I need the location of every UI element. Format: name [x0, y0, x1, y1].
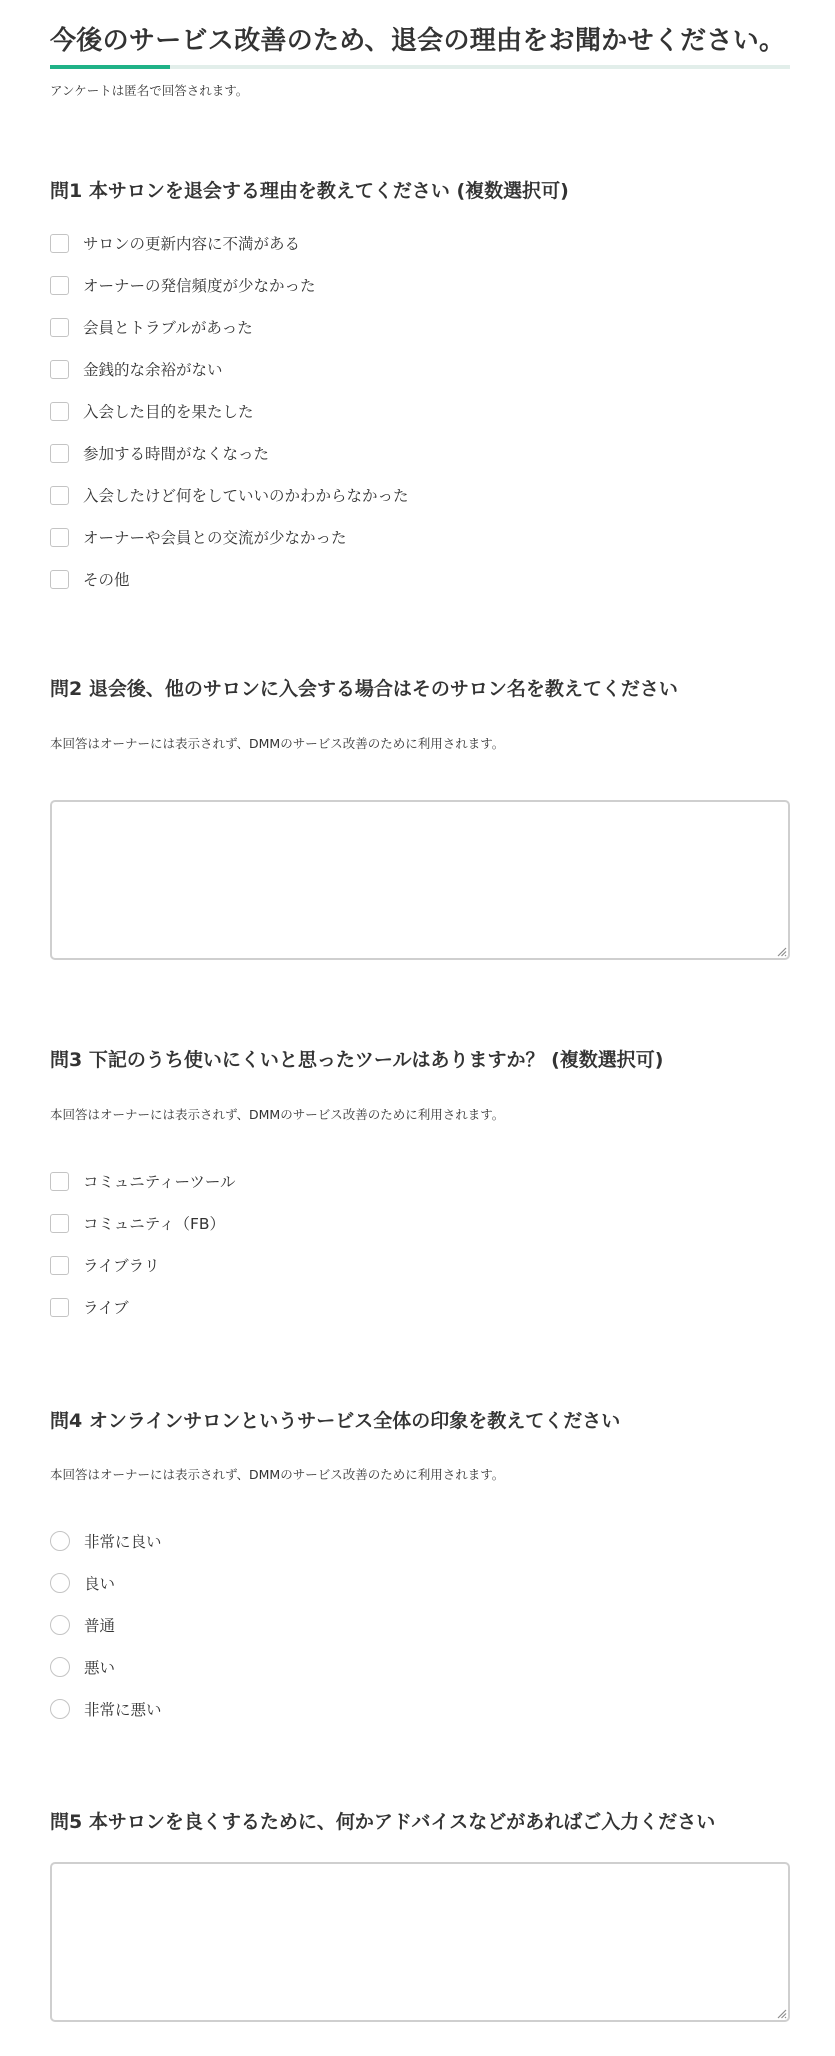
- q1-option-1[interactable]: [50, 232, 300, 254]
- radio-button[interactable]: [50, 1573, 70, 1593]
- q1-option-3[interactable]: [50, 316, 253, 338]
- q3-option-3[interactable]: [50, 1254, 160, 1276]
- q4-note: 本回答はオーナーには表示されず、DMMのサービス改善のために利用されます。: [50, 1467, 505, 1482]
- q4-option-2[interactable]: [50, 1572, 115, 1594]
- checkbox[interactable]: [50, 234, 69, 253]
- q2-note: 本回答はオーナーには表示されず、DMMのサービス改善のために利用されます。: [50, 736, 505, 751]
- q4-title: 問4 オンラインサロンというサービス全体の印象を教えてください: [50, 1410, 621, 1432]
- q1-option-4[interactable]: [50, 358, 223, 380]
- option-label: サロンの更新内容に不満がある: [83, 235, 301, 253]
- checkbox[interactable]: [50, 276, 69, 295]
- checkbox[interactable]: [50, 1256, 69, 1275]
- resize-grip-icon[interactable]: [775, 945, 787, 957]
- q3-option-2[interactable]: [50, 1212, 225, 1234]
- survey-form: [50, 0, 790, 2056]
- checkbox[interactable]: [50, 1214, 69, 1233]
- option-label: ライブ: [83, 1299, 129, 1317]
- radio-button[interactable]: [50, 1657, 70, 1677]
- checkbox[interactable]: [50, 570, 69, 589]
- option-label: 良い: [84, 1575, 116, 1593]
- option-label: コミュニティーツール: [83, 1173, 236, 1191]
- q1-option-2[interactable]: [50, 274, 316, 296]
- q1-option-5[interactable]: [50, 400, 254, 422]
- q4-option-4[interactable]: [50, 1656, 115, 1678]
- option-label: ライブラリ: [83, 1257, 160, 1275]
- q1-option-6[interactable]: [50, 442, 269, 464]
- option-label: 入会した目的を果たした: [83, 403, 254, 421]
- option-label: 入会したけど何をしていいのかわからなかった: [83, 487, 409, 505]
- checkbox[interactable]: [50, 318, 69, 337]
- resize-grip-icon[interactable]: [775, 2007, 787, 2019]
- q2-salon-name-textarea[interactable]: [50, 800, 790, 960]
- q1-title: 問1 本サロンを退会する理由を教えてください (複数選択可): [50, 180, 569, 202]
- q3-title: 問3 下記のうち使いにくいと思ったツールはありますか？ (複数選択可): [50, 1049, 664, 1071]
- option-label: 参加する時間がなくなった: [83, 445, 270, 463]
- option-label: 非常に良い: [84, 1533, 162, 1551]
- anonymous-note: アンケートは匿名で回答されます。: [50, 83, 249, 98]
- option-label: その他: [83, 571, 130, 589]
- q5-advice-textarea[interactable]: [50, 1862, 790, 2022]
- checkbox[interactable]: [50, 402, 69, 421]
- checkbox[interactable]: [50, 486, 69, 505]
- q5-title: 問5 本サロンを良くするために、何かアドバイスなどがあればご入力ください: [50, 1811, 716, 1833]
- option-label: オーナーの発信頻度が少なかった: [83, 277, 316, 295]
- q3-option-1[interactable]: [50, 1170, 236, 1192]
- q2-title: 問2 退会後、他のサロンに入会する場合はそのサロン名を教えてください: [50, 678, 678, 700]
- checkbox[interactable]: [50, 1172, 69, 1191]
- title-divider-accent: [50, 65, 170, 69]
- option-label: 会員とトラブルがあった: [83, 319, 253, 337]
- option-label: 金銭的な余裕がない: [83, 361, 223, 379]
- q3-option-4[interactable]: [50, 1296, 129, 1318]
- checkbox[interactable]: [50, 360, 69, 379]
- option-label: 悪い: [84, 1659, 116, 1677]
- q1-option-8[interactable]: [50, 526, 347, 548]
- q4-option-1[interactable]: [50, 1530, 162, 1552]
- q3-note: 本回答はオーナーには表示されず、DMMのサービス改善のために利用されます。: [50, 1107, 505, 1122]
- radio-button[interactable]: [50, 1531, 70, 1551]
- option-label: オーナーや会員との交流が少なかった: [83, 529, 347, 547]
- option-label: 普通: [84, 1617, 116, 1635]
- checkbox[interactable]: [50, 444, 69, 463]
- option-label: 非常に悪い: [84, 1701, 162, 1719]
- page-title: 今後のサービス改善のため、退会の理由をお聞かせください。: [50, 26, 786, 56]
- q4-option-3[interactable]: [50, 1614, 115, 1636]
- q1-option-7[interactable]: [50, 484, 409, 506]
- title-divider: [50, 65, 790, 69]
- radio-button[interactable]: [50, 1699, 70, 1719]
- q4-option-5[interactable]: [50, 1698, 162, 1720]
- option-label: コミュニティ（FB）: [83, 1215, 225, 1233]
- checkbox[interactable]: [50, 528, 69, 547]
- checkbox[interactable]: [50, 1298, 69, 1317]
- radio-button[interactable]: [50, 1615, 70, 1635]
- q1-option-9[interactable]: [50, 568, 130, 590]
